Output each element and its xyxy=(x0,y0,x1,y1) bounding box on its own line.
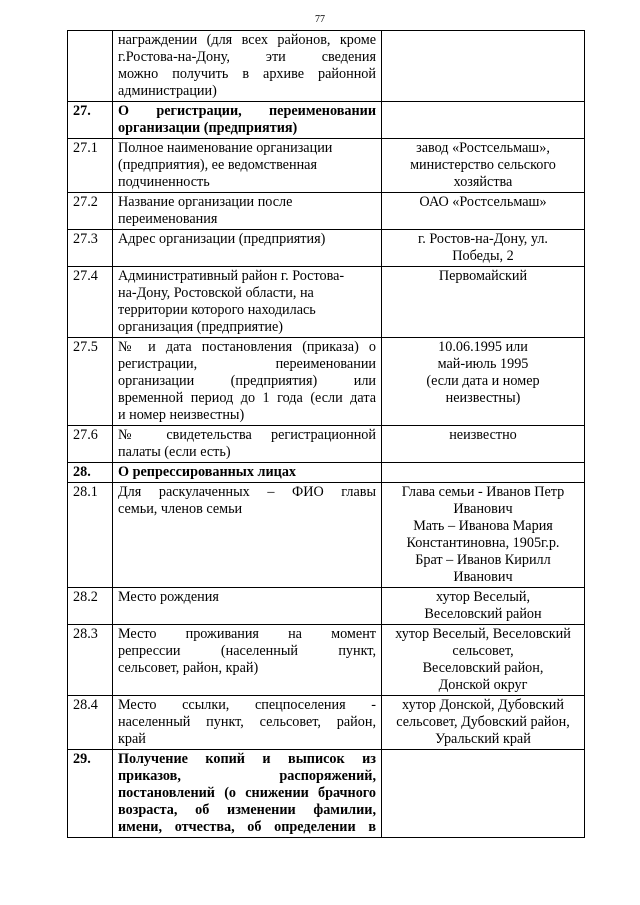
item-number: 28.4 xyxy=(68,696,113,750)
value-line: Донской округ xyxy=(438,677,528,693)
description-line: постановлений (о снижении брачного xyxy=(118,785,376,801)
description-line: возраста, об изменении фамилии, xyxy=(118,802,376,818)
register-table xyxy=(67,30,585,838)
value-line: Первомайский xyxy=(438,268,528,284)
table-row xyxy=(68,625,585,696)
description-line: репрессии (населенный пункт, xyxy=(118,643,376,659)
item-value xyxy=(382,193,585,230)
description-line: край xyxy=(118,731,146,747)
item-number: 29. xyxy=(68,750,113,838)
item-description xyxy=(113,625,382,696)
value-line: Веселовский район, xyxy=(422,660,544,676)
table-row xyxy=(68,696,585,750)
value-line: хутор Веселый, Веселовский xyxy=(395,626,571,642)
value-line: хозяйства xyxy=(453,174,513,190)
value-line: Глава семьи - Иванов Петр xyxy=(401,484,565,500)
item-value xyxy=(382,483,585,588)
value-line: хутор Донской, Дубовский xyxy=(402,697,564,713)
description-line: Место ссылки, спецпоселения - xyxy=(118,697,376,713)
description-line: Адрес организации (предприятия) xyxy=(118,231,326,247)
description-line: Место проживания на момент xyxy=(118,626,376,642)
value-line: сельсовет, xyxy=(452,643,514,659)
item-value xyxy=(382,139,585,193)
table-row xyxy=(68,31,585,102)
value-line: Иванович xyxy=(453,501,513,517)
description-line: № и дата постановления (приказа) о xyxy=(118,339,376,355)
value-line: Брат – Иванов Кирилл xyxy=(415,552,551,568)
item-description xyxy=(113,750,382,838)
table-row xyxy=(68,267,585,338)
item-number: 27. xyxy=(68,102,113,139)
description-line: № свидетельства регистрационной xyxy=(118,427,376,443)
item-value xyxy=(382,267,585,338)
item-number: 27.3 xyxy=(68,230,113,267)
item-number: 27.6 xyxy=(68,426,113,463)
value-line: Константиновна, 1905г.р. xyxy=(406,535,560,551)
table-row xyxy=(68,426,585,463)
item-number: 28.2 xyxy=(68,588,113,625)
description-line: палаты (если есть) xyxy=(118,444,231,460)
value-line: неизвестны) xyxy=(445,390,521,406)
description-line: О репрессированных лицах xyxy=(118,464,297,480)
description-line: организации (предприятия) xyxy=(118,120,298,136)
item-number: 28.1 xyxy=(68,483,113,588)
item-value xyxy=(382,338,585,426)
description-line: семьи, членов семьи xyxy=(118,501,243,517)
description-line: организация (предприятие) xyxy=(118,319,284,335)
description-line: Получение копий и выписок из xyxy=(118,751,376,767)
item-value xyxy=(382,696,585,750)
item-number: 27.1 xyxy=(68,139,113,193)
description-line: Административный район г. Ростова- xyxy=(118,268,345,284)
item-number xyxy=(68,31,113,102)
description-line: награждении (для всех районов, кроме xyxy=(118,32,376,48)
item-number: 27.4 xyxy=(68,267,113,338)
item-number: 27.2 xyxy=(68,193,113,230)
table-row xyxy=(68,483,585,588)
item-value xyxy=(382,31,585,102)
description-line: Полное наименование организации xyxy=(118,140,333,156)
item-value xyxy=(382,426,585,463)
item-value xyxy=(382,625,585,696)
value-line: сельсовет, Дубовский район, xyxy=(396,714,570,730)
description-line: (предприятия), ее ведомственная xyxy=(118,157,317,173)
table-row xyxy=(68,193,585,230)
item-description xyxy=(113,102,382,139)
section-row xyxy=(68,750,585,838)
item-description xyxy=(113,267,382,338)
table-row xyxy=(68,338,585,426)
value-line: г. Ростов-на-Дону, ул. xyxy=(418,231,548,247)
section-row xyxy=(68,463,585,483)
description-line: на-Дону, Ростовской области, на xyxy=(118,285,314,301)
description-line: можно получить в архиве районной xyxy=(118,66,376,82)
description-line: администрации) xyxy=(118,83,217,99)
section-row xyxy=(68,102,585,139)
description-line: организации (предприятия) или xyxy=(118,373,376,389)
item-value xyxy=(382,463,585,483)
item-description xyxy=(113,139,382,193)
value-line: 10.06.1995 или xyxy=(438,339,528,355)
value-line: Уральский край xyxy=(435,731,531,747)
description-line: Название организации после xyxy=(118,194,293,210)
value-line: Веселовский район xyxy=(424,606,542,622)
item-description xyxy=(113,230,382,267)
value-line: министерство сельского xyxy=(410,157,556,173)
description-line: имени, отчества, об определении в xyxy=(118,819,376,835)
value-line: неизвестно xyxy=(449,427,517,443)
table-row xyxy=(68,588,585,625)
description-line: О регистрации, переименовании xyxy=(118,103,376,119)
value-line: завод «Ростсельмаш», xyxy=(416,140,550,156)
value-line: Мать – Иванова Мария xyxy=(413,518,553,534)
item-description xyxy=(113,588,382,625)
item-description xyxy=(113,31,382,102)
value-line: Победы, 2 xyxy=(452,248,514,264)
item-value xyxy=(382,588,585,625)
item-description xyxy=(113,338,382,426)
description-line: Для раскулаченных – ФИО главы xyxy=(118,484,376,500)
description-line: сельсовет, район, край) xyxy=(118,660,259,676)
item-description xyxy=(113,193,382,230)
item-description xyxy=(113,463,382,483)
item-description xyxy=(113,696,382,750)
description-line: подчиненность xyxy=(118,174,210,190)
value-line: (если дата и номер xyxy=(426,373,540,389)
description-line: временной период до 1 года (если дата xyxy=(118,390,376,406)
item-number: 28. xyxy=(68,463,113,483)
item-description xyxy=(113,483,382,588)
description-line: территории которого находилась xyxy=(118,302,316,318)
table-body xyxy=(68,31,585,838)
value-line: май-июль 1995 xyxy=(437,356,529,372)
item-number: 28.3 xyxy=(68,625,113,696)
description-line: населенный пункт, сельсовет, район, xyxy=(118,714,376,730)
page-number: 77 xyxy=(315,14,325,25)
item-description xyxy=(113,426,382,463)
value-line: ОАО «Ростсельмаш» xyxy=(419,194,547,210)
description-line: регистрации, переименовании xyxy=(118,356,376,372)
item-value xyxy=(382,750,585,838)
item-value xyxy=(382,230,585,267)
table-row xyxy=(68,230,585,267)
description-line: Место рождения xyxy=(118,589,219,605)
table-row xyxy=(68,139,585,193)
description-line: приказов, распоряжений, xyxy=(118,768,376,784)
value-line: хутор Веселый, xyxy=(435,589,531,605)
value-line: Иванович xyxy=(453,569,513,585)
description-line: переименования xyxy=(118,211,218,227)
item-value xyxy=(382,102,585,139)
description-line: и номер неизвестны) xyxy=(118,407,245,423)
description-line: г.Ростова-на-Дону, эти сведения xyxy=(118,49,376,65)
item-number: 27.5 xyxy=(68,338,113,426)
